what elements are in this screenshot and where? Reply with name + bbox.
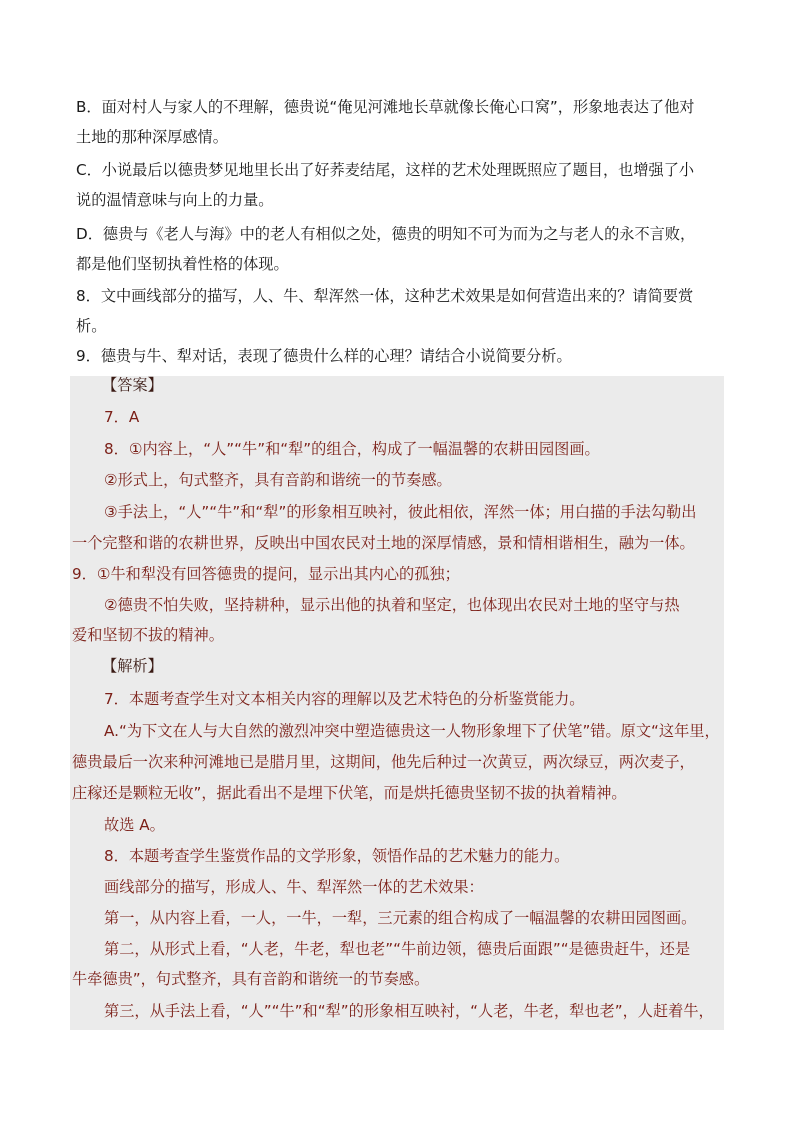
analysis-line: 第一，从内容上看，一人，一牛，一犁，三元素的组合构成了一幅温馨的农耕田园图画。	[104, 909, 697, 927]
answer-9-line: 9．①牛和犁没有回答德贵的提问，显示出其内心的孤独；	[72, 565, 460, 583]
question-line: 土地的那种深厚感情。	[76, 128, 228, 146]
analysis-line: 牛牵德贵”，句式整齐，具有音韵和谐统一的节奏感。	[72, 970, 430, 988]
analysis-line: 庄稼还是颗粒无收”，据此看出不是埋下伏笔，而是烘托德贵坚韧不拔的执着精神。	[72, 784, 627, 802]
question-line: 都是他们坚韧执着性格的体现。	[76, 255, 289, 273]
answer-7: 7．A	[104, 408, 140, 426]
analysis-line: 8．本题考查学生鉴赏作品的文学形象，领悟作品的艺术魅力的能力。	[104, 847, 570, 865]
answer-8-line: ③手法上，“人”“牛”和“犁”的形象相互映衬，彼此相依，浑然一体；用白描的手法勾勒出	[104, 503, 697, 521]
analysis-line: 画线部分的描写，形成人、牛、犁浑然一体的艺术效果：	[104, 878, 484, 896]
answer-8-line: 一个完整和谐的农耕世界，反映出中国农民对土地的深厚情感，景和情相谐相生，融为一体。	[72, 534, 695, 552]
answer-heading: 【答案】	[102, 376, 163, 394]
question-line: 说的温情意味与向上的力量。	[76, 191, 274, 209]
answer-9-line: ②德贵不怕失败，坚持耕种，显示出他的执着和坚定，也体现出农民对土地的坚守与热	[104, 596, 680, 614]
question-line: 析。	[76, 317, 107, 335]
answer-8-line: ②形式上，句式整齐，具有音韵和谐统一的节奏感。	[104, 471, 452, 489]
analysis-line: 第三，从手法上看，“人”“牛”和“犁”的形象相互映衬，“人老，牛老，犁也老”，人赶着牛，	[104, 1002, 714, 1020]
answer-8-line: 8．①内容上，“人”“牛”和“犁”的组合，构成了一幅温馨的农耕田园图画。	[104, 440, 600, 458]
question-line: 9．德贵与牛、犁对话，表现了德贵什么样的心理？请结合小说简要分析。	[76, 347, 572, 365]
question-line: B．面对村人与家人的不理解，德贵说“俺见河滩地长草就像长俺心口窝”，形象地表达了他对	[76, 98, 695, 116]
question-line: 8．文中画线部分的描写，人、牛、犁浑然一体，这种艺术效果是如何营造出来的？请简要赏	[76, 287, 694, 305]
analysis-line: A.“为下文在人与大自然的激烈冲突中塑造德贵这一人物形象埋下了伏笔”错。原文“这年里，	[104, 722, 720, 740]
analysis-line: 7．本题考查学生对文本相关内容的理解以及艺术特色的分析鉴赏能力。	[104, 690, 585, 708]
question-line: D．德贵与《老人与海》中的老人有相似之处，德贵的明知不可为而为之与老人的永不言败，	[76, 225, 696, 243]
analysis-heading: 【解析】	[102, 657, 163, 675]
question-line: C．小说最后以德贵梦见地里长出了好荞麦结尾，这样的艺术处理既照应了题目，也增强了小	[76, 161, 695, 179]
analysis-line: 故选 A。	[104, 816, 165, 834]
analysis-line: 第二，从形式上看，“人老，牛老，犁也老”“牛前边领，德贵后面跟”“是德贵赶牛，还是	[104, 940, 691, 958]
answer-9-line: 爱和坚韧不拔的精神。	[72, 626, 224, 644]
analysis-line: 德贵最后一次来种河滩地已是腊月里，这期间，他先后种过一次黄豆，两次绿豆，两次麦子，	[72, 753, 695, 771]
